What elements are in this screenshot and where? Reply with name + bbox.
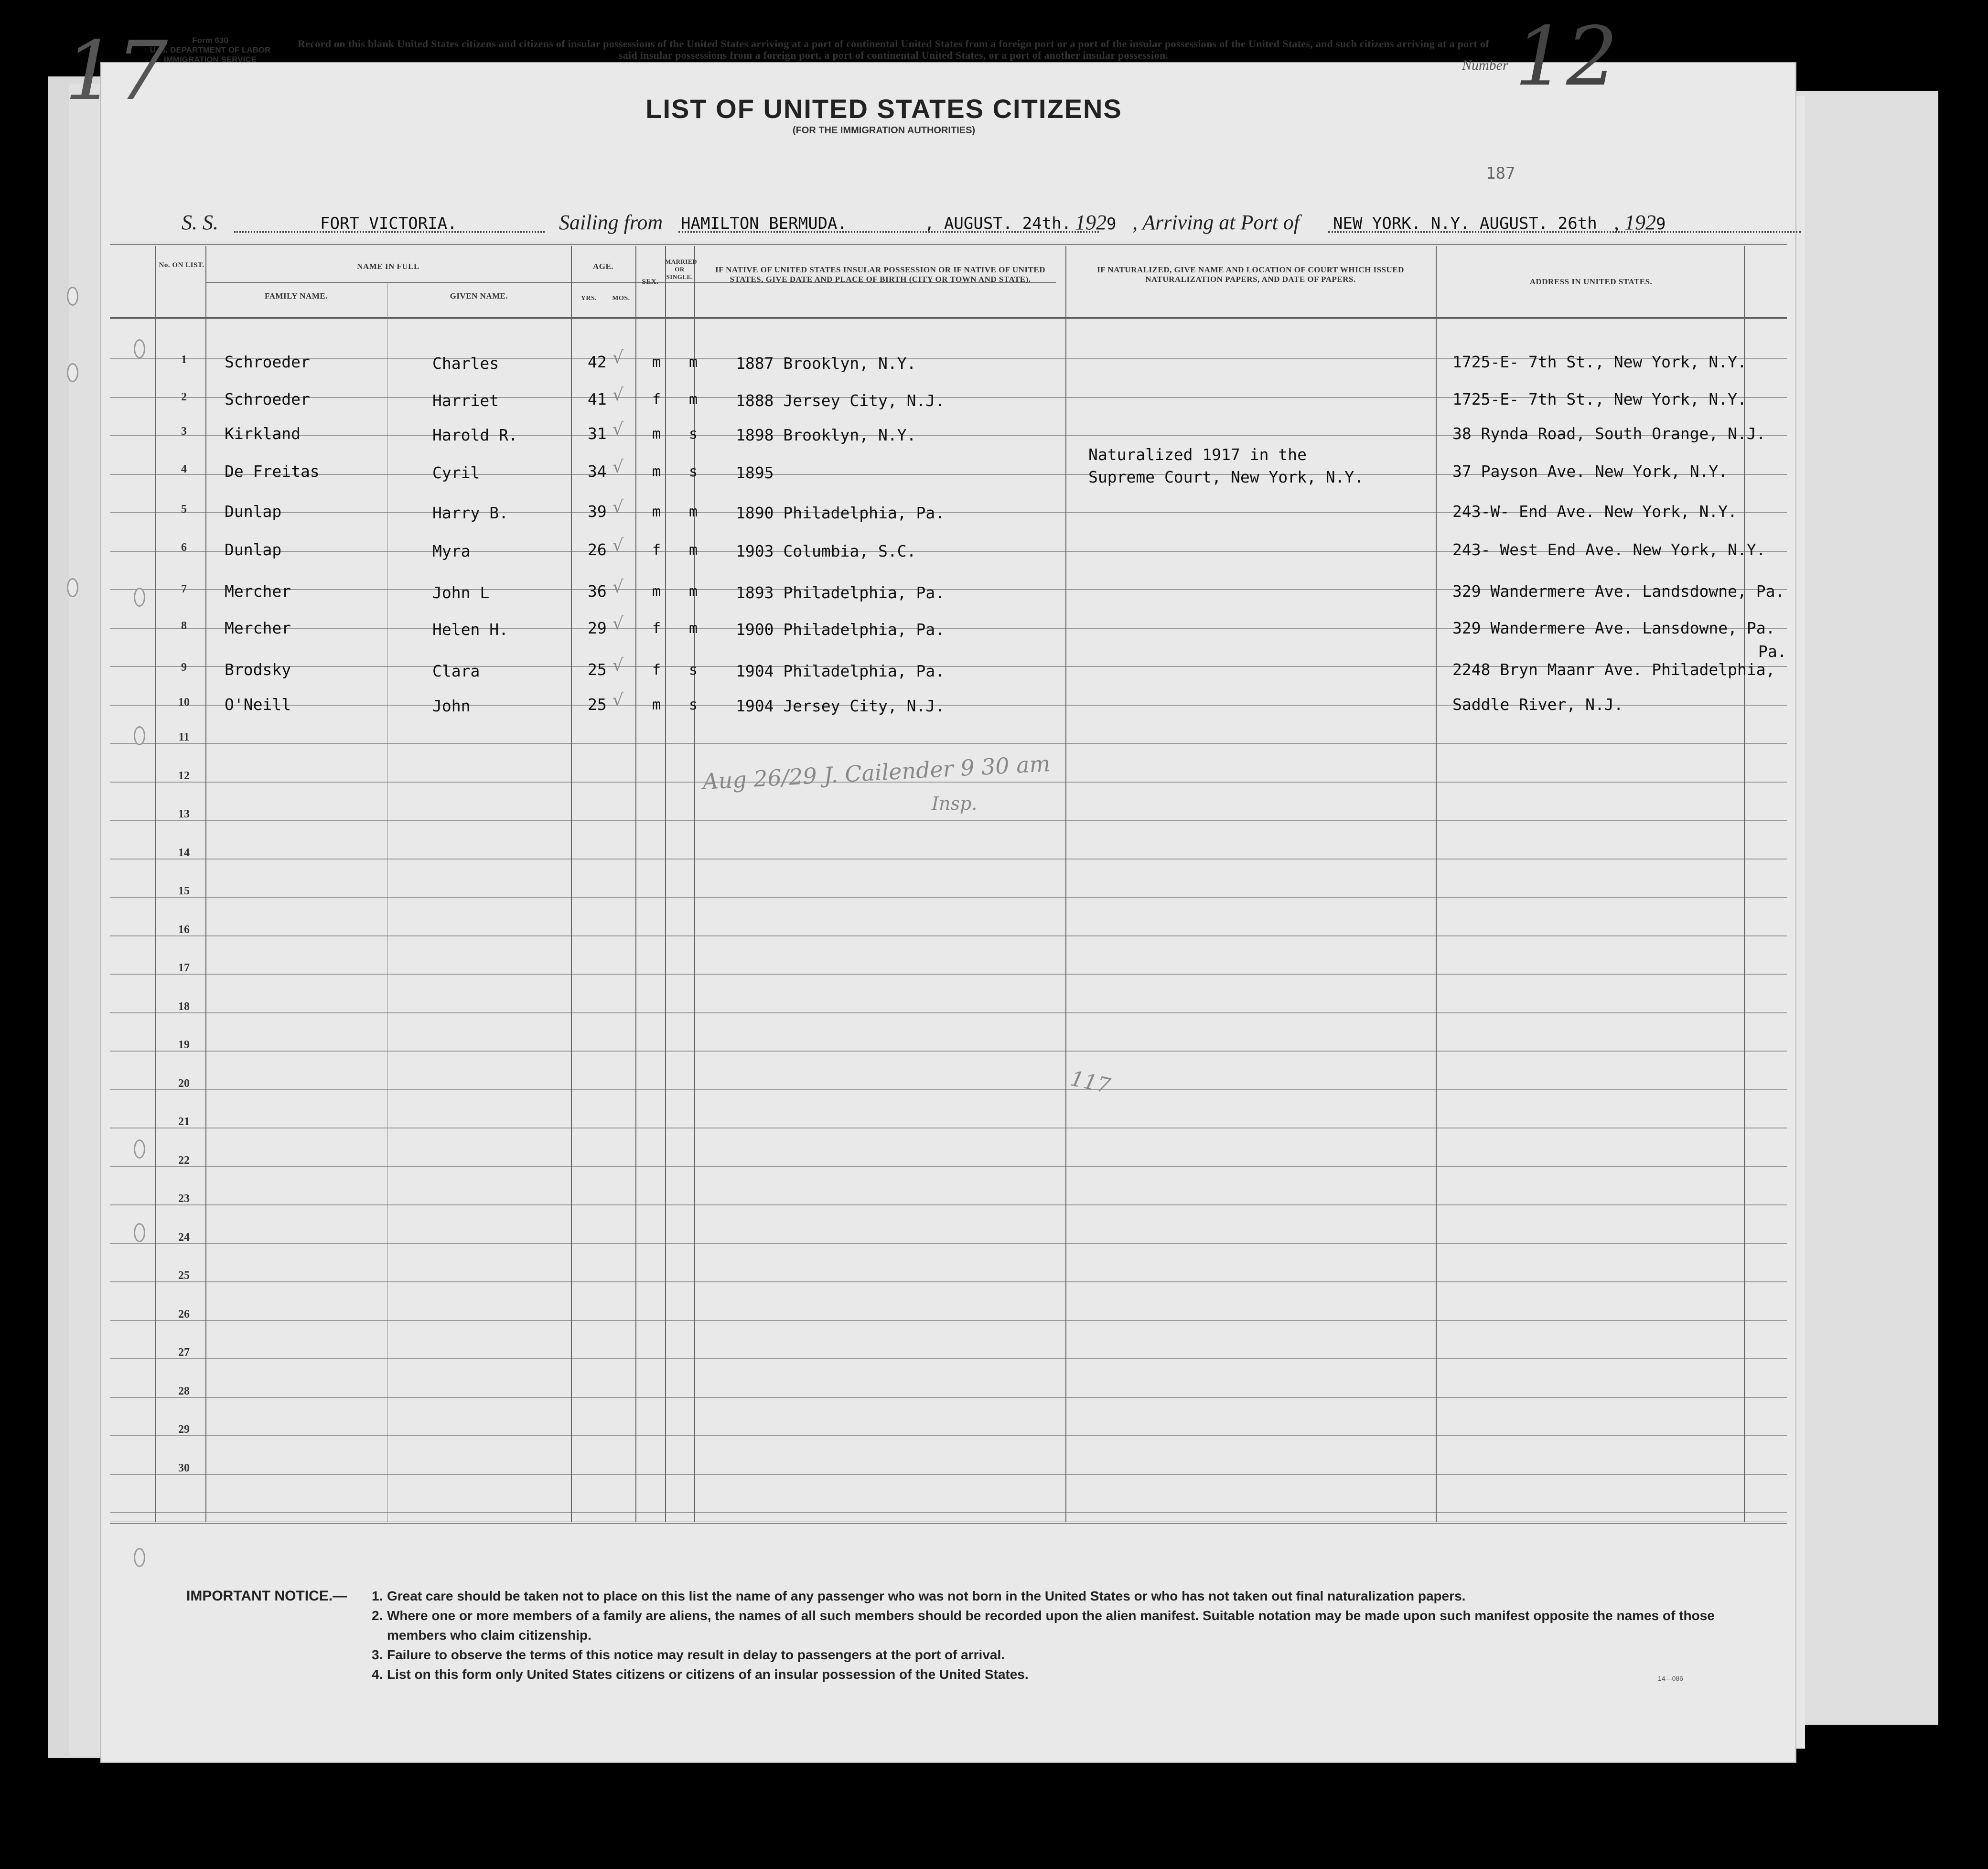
- row-rule: [110, 1166, 1787, 1167]
- birth-date-place: 1895: [736, 463, 774, 482]
- row-number: 21: [178, 1116, 190, 1128]
- age-years: 25: [588, 695, 607, 714]
- row-number: 11: [178, 731, 190, 743]
- page-stamp-number: 187: [1486, 164, 1515, 183]
- sex: m: [652, 463, 661, 480]
- col-divider-address: [1436, 246, 1437, 1522]
- given-name: Myra: [432, 542, 471, 560]
- row-rule: [110, 1012, 1787, 1013]
- family-name: De Freitas: [225, 462, 320, 481]
- row-number: 22: [178, 1154, 190, 1167]
- form-instructions: Record on this blank United States citizens and citizens of insular possessions of the United States arriving at a port of continental United States from a foreign port or a port of the insular possessions of the United States, and such citizens arriving at a port of said insular possessions from a foreign port, a port of continental United States, or a port of another insular possession.: [298, 38, 1489, 61]
- age-years: 29: [588, 619, 607, 637]
- row-number: 9: [181, 661, 187, 674]
- row-number: 28: [178, 1385, 190, 1397]
- row-number: 1: [181, 354, 187, 366]
- notice-item: 2. Where one or more members of a family are aliens, the names of all such members should be recorded upon the alien manifest. Suitable notation may be made upon such manifest opposite the names of those members who claim citizenship.: [372, 1608, 1715, 1643]
- us-address: 38 Rynda Road, South Orange, N.J.: [1452, 424, 1766, 443]
- us-address: 329 Wandermere Ave. Landsdowne, Pa.: [1452, 582, 1785, 601]
- row-number: 4: [181, 463, 187, 475]
- row-rule: [110, 897, 1787, 898]
- given-name: Charles: [432, 354, 499, 373]
- row-number: 20: [178, 1077, 190, 1090]
- department-name: U. S. DEPARTMENT OF LABOR: [150, 45, 271, 54]
- col-divider-sex: [635, 246, 636, 1522]
- age-years: 34: [588, 462, 607, 481]
- marital-status: m: [689, 504, 698, 520]
- age-check-mark: √: [613, 419, 623, 439]
- row-number: 14: [178, 846, 190, 859]
- marital-status: s: [689, 426, 698, 442]
- punch-hole: [134, 726, 145, 745]
- age-check-mark: √: [613, 690, 623, 710]
- service-name: IMMIGRATION SERVICE: [164, 55, 257, 64]
- family-name: Schroeder: [225, 390, 310, 408]
- col-divider-naturalized: [1065, 246, 1066, 1522]
- age-years: 42: [588, 353, 607, 371]
- notice-item: 4. List on this form only United States citizens or citizens of an insular possession of the United States.: [372, 1667, 1029, 1682]
- row-number: 29: [178, 1423, 190, 1436]
- row-number: 26: [178, 1308, 190, 1321]
- notice-items: [373, 1586, 1758, 1684]
- row-rule: [110, 1474, 1787, 1475]
- sex: m: [652, 504, 661, 520]
- form-number: Form 630: [192, 36, 228, 45]
- header-yrs: YRS.: [580, 295, 597, 302]
- header-mos: MOS.: [612, 295, 630, 302]
- naturalization-info-2: Supreme Court, New York, N.Y.: [1088, 468, 1364, 486]
- us-address: 1725-E- 7th St., New York, N.Y.: [1452, 390, 1747, 408]
- header-bottom-rule: [110, 317, 1787, 319]
- punch-hole: [134, 1139, 145, 1159]
- punch-hole: [134, 588, 145, 607]
- page-title: LIST OF UNITED STATES CITIZENS: [645, 94, 1122, 124]
- header-name-in-full: NAME IN FULL: [357, 262, 419, 271]
- sex: f: [652, 662, 661, 678]
- notice-item: 3. Failure to observe the terms of this notice may result in delay to passengers at the port of arrival.: [372, 1647, 1005, 1662]
- col-divider-married: [665, 246, 666, 1522]
- arrival-year: [1614, 210, 1666, 235]
- inspector-title: Insp.: [932, 793, 978, 814]
- punch-hole: [67, 287, 78, 306]
- row-number: 12: [178, 769, 190, 782]
- form-print-code: 14—086: [1658, 1675, 1683, 1682]
- sex: m: [652, 583, 661, 600]
- age-check-mark: √: [613, 536, 623, 555]
- marital-status: m: [689, 354, 698, 371]
- row-rule: [110, 974, 1787, 975]
- departure-year-prefix: 192: [1075, 211, 1107, 234]
- row-number: 18: [178, 1000, 190, 1013]
- birth-date-place: 1903 Columbia, S.C.: [736, 542, 916, 560]
- ship-name: FORT VICTORIA.: [320, 214, 457, 233]
- punch-hole: [134, 1223, 145, 1242]
- given-name: Cyril: [432, 463, 480, 482]
- us-address: 243- West End Ave. New York, N.Y.: [1452, 540, 1766, 559]
- side-mark: 117: [1068, 1066, 1113, 1099]
- us-address-2: Pa.: [1758, 642, 1787, 661]
- marital-status: m: [689, 391, 698, 408]
- arrival-separator: ,: [1614, 211, 1619, 234]
- row-number: 24: [178, 1231, 190, 1244]
- header-address: ADDRESS IN UNITED STATES.: [1529, 277, 1653, 286]
- family-name: Schroeder: [225, 353, 310, 371]
- birth-date-place: 1900 Philadelphia, Pa.: [736, 620, 945, 639]
- birth-date-place: 1893 Philadelphia, Pa.: [736, 583, 945, 602]
- row-number: 10: [178, 696, 190, 709]
- birth-date-place: 1904 Philadelphia, Pa.: [736, 662, 945, 680]
- row-rule: [110, 820, 1787, 821]
- notice-label: IMPORTANT NOTICE.—: [186, 1588, 347, 1604]
- us-address: 329 Wandermere Ave. Lansdowne, Pa.: [1452, 619, 1775, 637]
- row-number: 8: [181, 620, 187, 632]
- given-name: Clara: [432, 662, 480, 680]
- age-check-mark: √: [613, 497, 623, 517]
- age-years: 36: [588, 582, 607, 601]
- row-number: 30: [178, 1461, 190, 1474]
- us-address: 243-W- End Ave. New York, N.Y.: [1452, 502, 1738, 521]
- row-number: 7: [181, 583, 187, 595]
- row-rule: [110, 743, 1787, 744]
- row-rule: [110, 1051, 1787, 1052]
- row-number: 19: [178, 1039, 190, 1051]
- sex: m: [652, 697, 661, 713]
- us-address: Saddle River, N.J.: [1452, 695, 1623, 714]
- arrival-port-date: NEW YORK. N.Y. AUGUST. 26th: [1333, 214, 1597, 233]
- marital-status: m: [689, 583, 698, 600]
- page-subtitle: (FOR THE IMMIGRATION AUTHORITIES): [792, 125, 976, 136]
- sex: f: [652, 542, 661, 559]
- naturalization-info: Naturalized 1917 in the: [1088, 445, 1307, 464]
- age-years: 26: [588, 540, 607, 559]
- header-age: AGE.: [592, 262, 614, 271]
- underlying-page-right: [1794, 91, 1938, 1725]
- age-check-mark: √: [613, 348, 623, 367]
- age-years: 31: [588, 424, 607, 443]
- number-label: Number: [1462, 57, 1508, 73]
- row-number: 17: [178, 962, 190, 974]
- row-number: 15: [178, 885, 190, 897]
- row-rule: [110, 1243, 1787, 1244]
- age-check-mark: √: [613, 655, 623, 675]
- sex: m: [652, 426, 661, 442]
- marital-status: m: [689, 620, 698, 637]
- header-naturalized: IF NATURALIZED, GIVE NAME AND LOCATION OF COURT WHICH ISSUED NATURALIZATION PAPERS, AND DATE OF PAPERS.: [1097, 265, 1404, 284]
- row-rule: [110, 1512, 1787, 1513]
- marital-status: s: [689, 697, 698, 713]
- birth-date-place: 1887 Brooklyn, N.Y.: [736, 354, 916, 373]
- age-years: 39: [588, 502, 607, 521]
- family-name: Brodsky: [225, 660, 291, 679]
- table-bottom-rule: [110, 1522, 1787, 1524]
- row-rule: [110, 1089, 1787, 1090]
- given-name: Helen H.: [432, 620, 508, 639]
- family-name: Kirkland: [225, 424, 301, 443]
- row-number: 27: [178, 1346, 190, 1359]
- row-rule: [110, 1281, 1787, 1282]
- family-name: Dunlap: [225, 540, 282, 559]
- birth-date-place: 1904 Jersey City, N.J.: [736, 697, 945, 715]
- list-number: 12: [1515, 10, 1618, 104]
- age-years: 41: [588, 390, 607, 408]
- marital-status: m: [689, 542, 698, 559]
- handwritten-corner-number: 17: [64, 24, 168, 118]
- col-divider-no: [155, 246, 156, 1522]
- given-name: Harold R.: [432, 426, 518, 444]
- row-rule: [110, 1204, 1787, 1205]
- row-number: 23: [178, 1192, 190, 1205]
- family-name: Dunlap: [225, 502, 282, 521]
- departure-port: HAMILTON BERMUDA.: [681, 214, 847, 233]
- row-rule: [110, 1320, 1787, 1321]
- punch-hole: [67, 363, 78, 382]
- inspector-stamp: Aug 26/29 J. Cailender 9 30 am: [702, 750, 1051, 795]
- birth-date-place: 1888 Jersey City, N.J.: [736, 391, 945, 410]
- departure-year-digit: 9: [1107, 215, 1117, 234]
- sex: m: [652, 354, 661, 371]
- marital-status: s: [689, 463, 698, 480]
- birth-date-place: 1898 Brooklyn, N.Y.: [736, 426, 916, 444]
- age-check-mark: √: [613, 577, 623, 597]
- marital-status: s: [689, 662, 698, 678]
- row-rule: [110, 1397, 1787, 1398]
- sex: f: [652, 620, 661, 637]
- ss-label: S. S.: [182, 211, 218, 234]
- voyage-line: [182, 210, 1701, 239]
- row-number: 25: [178, 1269, 190, 1282]
- us-address: 2248 Bryn Maanr Ave. Philadelphia,: [1452, 660, 1775, 679]
- row-number: 2: [181, 391, 187, 403]
- given-name: John: [432, 697, 471, 715]
- given-name: John L: [432, 583, 490, 602]
- arrival-year-prefix: 192: [1624, 211, 1656, 234]
- row-rule: [110, 1358, 1787, 1359]
- row-rule: [110, 935, 1787, 936]
- sailing-label: Sailing from: [559, 211, 663, 234]
- us-address: 37 Payson Ave. New York, N.Y.: [1452, 462, 1728, 481]
- given-name: Harriet: [432, 391, 499, 410]
- row-number: 5: [181, 503, 187, 516]
- punch-hole: [134, 339, 145, 358]
- age-check-mark: √: [613, 614, 623, 634]
- departure-year: [1075, 210, 1116, 235]
- punch-hole: [67, 578, 78, 597]
- sex: f: [652, 391, 661, 408]
- birth-date-place: 1890 Philadelphia, Pa.: [736, 504, 945, 522]
- age-years: 25: [588, 660, 607, 679]
- col-divider-age: [571, 246, 572, 1522]
- arrival-year-digit: 9: [1656, 215, 1666, 234]
- notice-item: 1. Great care should be taken not to place on this list the name of any passenger who was not born in the United States or who has not taken out final naturalization papers.: [372, 1589, 1466, 1603]
- row-rule: [110, 1435, 1787, 1436]
- family-name: Mercher: [225, 582, 291, 601]
- header-native-birth: IF NATIVE OF UNITED STATES INSULAR POSSESSION OR IF NATIVE OF UNITED STATES, GIVE DATE AND PLACE OF BIRTH (CITY OR TOWN AND STATE).: [715, 265, 1045, 284]
- arriving-label: , Arriving at Port of: [1132, 211, 1300, 234]
- row-number: 6: [181, 541, 187, 554]
- punch-hole: [134, 1548, 145, 1567]
- header-given-name: GIVEN NAME.: [450, 291, 508, 301]
- age-check-mark: √: [613, 457, 623, 477]
- age-check-mark: √: [613, 385, 623, 405]
- header-married-single: MARRIED OR SINGLE.: [665, 258, 698, 280]
- row-number: 16: [178, 923, 190, 936]
- family-name: O'Neill: [225, 695, 291, 714]
- family-name: Mercher: [225, 619, 291, 637]
- header-sex: SEX.: [642, 278, 659, 286]
- row-number: 3: [181, 425, 187, 438]
- given-name: Harry B.: [432, 504, 508, 522]
- row-number: 13: [178, 808, 190, 820]
- departure-date: , AUGUST. 24th.: [924, 214, 1072, 233]
- us-address: 1725-E- 7th St., New York, N.Y.: [1452, 353, 1747, 371]
- header-no: No. ON LIST.: [159, 261, 204, 269]
- table-top-rule: [110, 243, 1787, 245]
- header-family-name: FAMILY NAME.: [265, 291, 328, 301]
